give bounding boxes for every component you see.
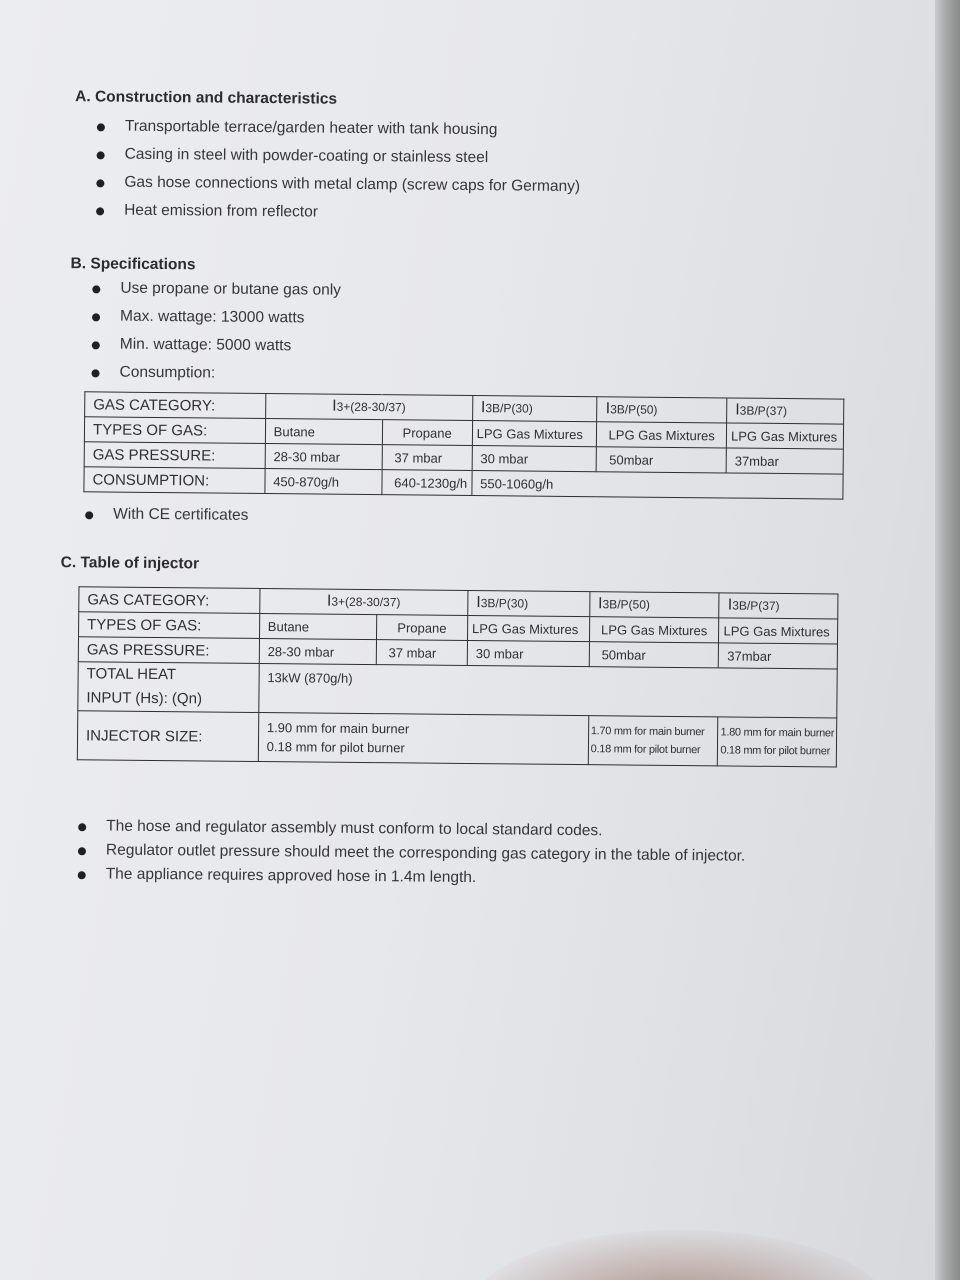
injector-table [77,586,839,767]
table-cell: 37mbar [719,643,838,669]
row-label: TYPES OF GAS: [84,417,265,444]
category-cell: I3+(28-30/37) [259,588,467,615]
section-b-title: B. Specifications [70,255,196,274]
row-label: GAS CATEGORY: [79,587,260,614]
table-cell: 550-1060g/h [472,471,844,500]
table-cell: 450-870g/h [265,469,382,495]
table-cell: 13kW (870g/h) [259,663,838,718]
bullet-icon [78,847,86,855]
table-cell: LPG Gas Mixtures [597,422,727,448]
page-edge [935,0,960,1280]
list-item: Regulator outlet pressure should meet the corresponding gas category in the table of injector. [106,839,746,869]
bullet-icon [97,123,105,131]
table-row [78,662,837,718]
consumption-table [83,391,844,499]
bullet-icon [85,511,93,519]
section-c-title: C. Table of injector [60,554,200,573]
bullet-icon [92,285,100,293]
table-cell: LPG Gas Mixtures [472,421,597,447]
table-cell: 30 mbar [467,640,589,666]
bullet-icon [96,179,104,187]
section-a-list [124,113,581,229]
list-item: Transportable terrace/garden heater with tank housing [125,113,581,145]
row-label: GAS PRESSURE: [84,442,265,469]
ce-note [113,501,248,530]
table-cell: 28-30 mbar [265,444,382,470]
row-label: GAS CATEGORY: [85,392,266,419]
bullet-icon [92,313,100,321]
bullet-icon [92,369,100,377]
table-cell: 50mbar [597,447,727,473]
row-label: INJECTOR SIZE: [77,711,258,762]
table-cell: 30 mbar [472,446,597,472]
table-cell: 1.80 mm for main burner 0.18 mm for pilot burner [718,717,837,767]
bullet-icon [96,207,104,215]
section-b-list [119,275,341,389]
list-item: Heat emission from reflector [124,197,580,229]
list-item: Consumption: [119,359,340,389]
category-cell: I3B/P(30) [468,590,590,616]
notes-list [106,815,746,893]
category-cell: I3B/P(50) [597,397,727,423]
table-cell: 1.90 mm for main burner 0.18 mm for pilot burner [258,712,588,764]
section-a-title: A. Construction and characteristics [75,88,338,108]
bullet-icon [92,341,100,349]
list-item: With CE certificates [113,501,248,530]
table-cell: LPG Gas Mixtures [719,618,838,644]
category-cell: I3B/P(37) [727,398,844,424]
row-label: GAS PRESSURE: [78,637,259,664]
row-label: TYPES OF GAS: [79,612,260,639]
table-cell: Propane [376,615,467,641]
table-row [77,711,836,767]
category-cell: I3B/P(37) [719,593,838,619]
list-item: Min. wattage: 5000 watts [120,331,341,361]
table-cell: 37 mbar [382,445,472,471]
list-item: The hose and regulator assembly must conform to local standard codes. [106,815,746,845]
table-cell: LPG Gas Mixtures [726,423,843,449]
table-cell: 37mbar [726,448,843,474]
table-cell: 640-1230g/h [382,470,472,496]
table-cell: 50mbar [589,642,719,668]
list-item: Max. wattage: 13000 watts [120,303,341,333]
row-label: CONSUMPTION: [84,467,265,494]
category-cell: I3+(28-30/37) [265,394,472,421]
list-item: Casing in steel with powder-coating or stainless steel [125,141,581,173]
table-cell: LPG Gas Mixtures [467,615,589,641]
category-cell: I3B/P(50) [589,592,719,618]
table-cell: Butane [259,613,376,639]
table-cell: 1.70 mm for main burner 0.18 mm for pilot burner [588,716,718,766]
list-item: Gas hose connections with metal clamp (screw caps for Germany) [124,169,580,201]
row-label: TOTAL HEAT INPUT (Hs): (Qn) [78,662,259,713]
bullet-icon [78,823,86,831]
table-cell: Propane [382,420,472,446]
table-cell: LPG Gas Mixtures [589,617,719,643]
table-cell: 37 mbar [376,640,467,666]
table-cell: Butane [265,419,382,445]
bullet-icon [78,871,86,879]
category-cell: I3B/P(30) [472,396,597,422]
bullet-icon [97,151,105,159]
list-item: The appliance requires approved hose in 1.4m length. [106,863,746,893]
list-item: Use propane or butane gas only [120,275,341,305]
table-cell: 28-30 mbar [259,638,376,664]
